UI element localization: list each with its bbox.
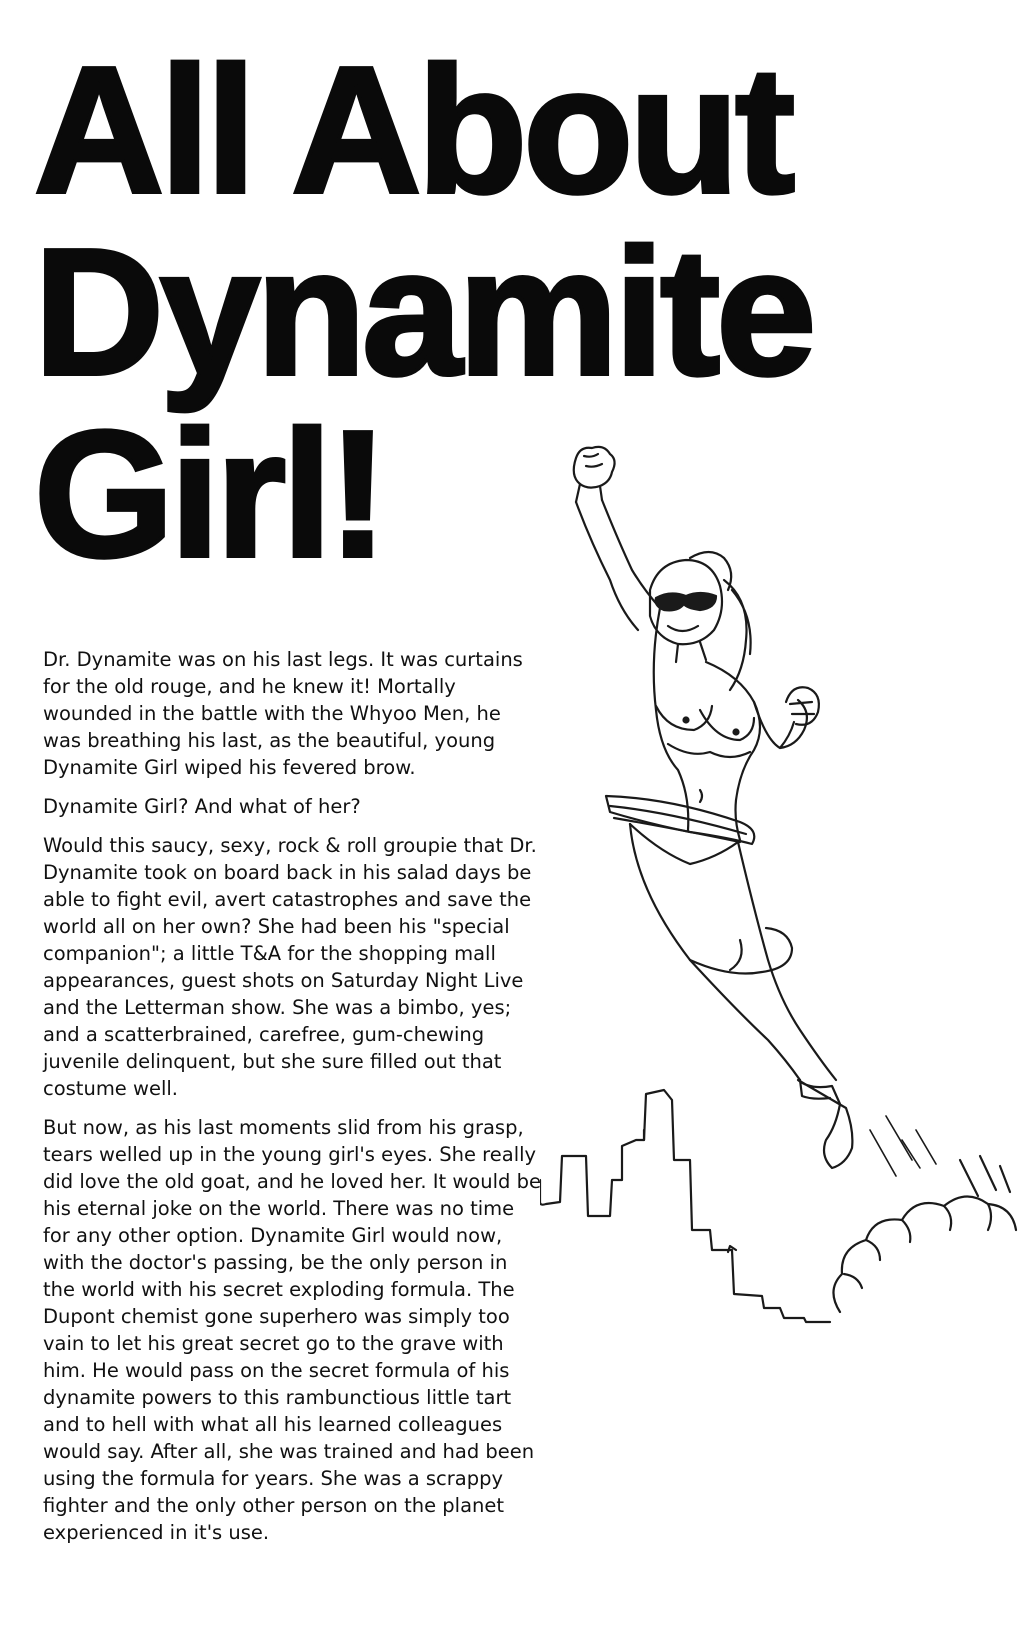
title-line-2: Dynamite	[34, 212, 813, 413]
paragraph-2: Dynamite Girl? And what of her?	[43, 795, 361, 818]
lower-arm	[754, 687, 819, 748]
head	[650, 552, 731, 662]
paragraph-3: Would this saucy, sexy, rock & roll groupie that Dr. Dynamite took on board back in his salad days be able to fight evil, avert catastrophes and save the world all on her own? She had been his "special companion"; a little T&A for the shopping mall appearances, guest shots on Saturday Night Live and the Letterman show. She was a bimbo, yes; and a scatterbrained, carefree, gum-chewing juvenile delinquent, but she sure filled out that costume well.	[43, 834, 537, 1100]
costume-briefs	[606, 796, 754, 864]
city-skyline	[540, 1090, 830, 1322]
title-line-1: All About	[34, 30, 792, 231]
article-body	[43, 646, 543, 1558]
title-line-3: Girl!	[34, 394, 385, 595]
raised-fist	[574, 447, 615, 502]
explosion-cloud	[833, 1156, 1016, 1312]
flying-heroine-illustration	[540, 440, 1020, 1400]
paragraph-1: Dr. Dynamite was on his last legs. It was curtains for the old rouge, and he knew it! Mortally wounded in the battle with the Whyoo Men, he was breathing his last, as the beautiful, young Dynamite Girl wiped his fevered brow.	[43, 648, 523, 779]
speed-lines	[870, 1116, 936, 1176]
paragraph-4: But now, as his last moments slid from his grasp, tears welled up in the young girl's eyes. She really did love the old goat, and he loved her. It would be his eternal joke on the world. There was no time for any other option. Dynamite Girl would now, with the doctor's passing, be the only person in the world with his secret exploding formula. The Dupont chemist gone superhero was simply too vain to let his great secret go to the grave with him. He would pass on the secret formula of his dynamite powers to this rambunctious little tart and to hell with what all his learned colleagues would say. After all, she was trained and had been using the formula for years. She was a scrappy fighter and the only other person on the planet experienced in it's use.	[43, 1116, 541, 1544]
legs	[630, 824, 852, 1168]
torso	[654, 608, 760, 840]
raised-arm	[576, 500, 660, 630]
